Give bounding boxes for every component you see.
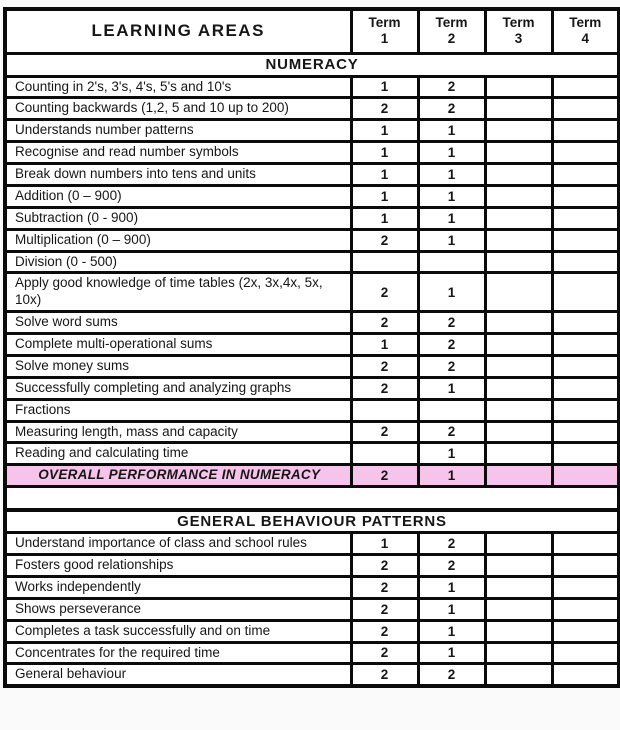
section-header-row-general-behaviour-patterns bbox=[5, 510, 619, 533]
term-1-score-cell: 2 bbox=[351, 377, 418, 399]
term-1-score-cell: 1 bbox=[351, 142, 418, 164]
row-label: Break down numbers into tens and units bbox=[5, 164, 351, 186]
summary-label: OVERALL PERFORMANCE IN NUMERACY bbox=[5, 465, 351, 487]
term-2-score-cell: 1 bbox=[418, 207, 485, 229]
table-row-counting-backwards-1-2-5-and-10-up-to-20 bbox=[5, 98, 619, 120]
table-row-division-0-500 bbox=[5, 251, 619, 273]
term-4-score-cell bbox=[552, 312, 619, 334]
term-1-score-cell: 2 bbox=[351, 664, 418, 686]
term-3-score-cell bbox=[485, 377, 552, 399]
term-2-score-cell: 2 bbox=[418, 664, 485, 686]
row-label: Works independently bbox=[5, 576, 351, 598]
term-2-header bbox=[418, 9, 485, 53]
row-label: Multiplication (0 – 900) bbox=[5, 229, 351, 251]
row-label: Measuring length, mass and capacity bbox=[5, 421, 351, 443]
term-1-score-cell: 2 bbox=[351, 355, 418, 377]
row-label: Shows perseverance bbox=[5, 598, 351, 620]
table-row-subtraction-0-900 bbox=[5, 207, 619, 229]
section-gap-row bbox=[5, 487, 619, 510]
term-3-score-cell bbox=[485, 620, 552, 642]
term-2-score-cell: 1 bbox=[418, 443, 485, 465]
row-label: Counting backwards (1,2, 5 and 10 up to 200) bbox=[5, 98, 351, 120]
term-2-score-cell: 1 bbox=[418, 576, 485, 598]
row-label: Solve word sums bbox=[5, 312, 351, 334]
row-label: Reading and calculating time bbox=[5, 443, 351, 465]
table-row-counting-in-2-s-3-s-4-s-5-s-and-10-s bbox=[5, 76, 619, 98]
row-label: Understand importance of class and school rules bbox=[5, 533, 351, 555]
table-row-multiplication-0-900 bbox=[5, 229, 619, 251]
term-4-score-cell bbox=[552, 120, 619, 142]
term-2-score-cell: 1 bbox=[418, 229, 485, 251]
term-4-score-cell bbox=[552, 207, 619, 229]
term-1-score-cell: 1 bbox=[351, 76, 418, 98]
term-1-score-cell: 2 bbox=[351, 465, 418, 487]
term-4-score-cell bbox=[552, 576, 619, 598]
term-1-score-cell: 2 bbox=[351, 312, 418, 334]
term-4-score-cell bbox=[552, 142, 619, 164]
term-3-score-cell bbox=[485, 251, 552, 273]
term-4-header bbox=[552, 9, 619, 53]
term-3-score-cell bbox=[485, 443, 552, 465]
term-3-score-cell bbox=[485, 185, 552, 207]
term-2-score-cell: 1 bbox=[418, 598, 485, 620]
row-label: Fosters good relationships bbox=[5, 555, 351, 577]
term-4-score-cell bbox=[552, 273, 619, 312]
term-2-score-cell: 1 bbox=[418, 377, 485, 399]
term-3-score-cell bbox=[485, 273, 552, 312]
term-4-score-cell bbox=[552, 533, 619, 555]
term-4-score-cell bbox=[552, 377, 619, 399]
term-3-score-cell bbox=[485, 576, 552, 598]
learning-areas-table bbox=[3, 7, 620, 688]
section-header-row-numeracy bbox=[5, 53, 619, 76]
term-4-score-cell bbox=[552, 355, 619, 377]
row-label: Recognise and read number symbols bbox=[5, 142, 351, 164]
table-row-works-independently bbox=[5, 576, 619, 598]
term-2-score-cell: 1 bbox=[418, 273, 485, 312]
term-4-score-cell bbox=[552, 164, 619, 186]
table-row-concentrates-for-the-required-time bbox=[5, 642, 619, 664]
term-1-score-cell: 2 bbox=[351, 421, 418, 443]
term-3-score-cell bbox=[485, 207, 552, 229]
term-1-score-cell: 1 bbox=[351, 533, 418, 555]
term-4-score-cell bbox=[552, 555, 619, 577]
term-3-score-cell bbox=[485, 164, 552, 186]
learning-areas-header: LEARNING AREAS bbox=[5, 9, 351, 53]
term-1-score-cell: 1 bbox=[351, 207, 418, 229]
row-label: Apply good knowledge of time tables (2x, 3x,4x, 5x, 10x) bbox=[5, 273, 351, 312]
term-4-score-cell bbox=[552, 443, 619, 465]
term-3-score-cell bbox=[485, 598, 552, 620]
term-3-score-cell bbox=[485, 664, 552, 686]
term-2-header-word: Term bbox=[435, 15, 468, 31]
term-3-score-cell bbox=[485, 642, 552, 664]
term-4-score-cell bbox=[552, 399, 619, 421]
term-2-score-cell: 2 bbox=[418, 334, 485, 356]
term-4-score-cell bbox=[552, 98, 619, 120]
term-2-score-cell: 1 bbox=[418, 120, 485, 142]
summary-row bbox=[5, 465, 619, 487]
row-label: Understands number patterns bbox=[5, 120, 351, 142]
term-4-score-cell bbox=[552, 229, 619, 251]
term-3-score-cell bbox=[485, 142, 552, 164]
term-2-score-cell: 1 bbox=[418, 620, 485, 642]
term-2-score-cell: 2 bbox=[418, 98, 485, 120]
term-1-score-cell bbox=[351, 443, 418, 465]
term-3-score-cell bbox=[485, 399, 552, 421]
term-2-score-cell: 1 bbox=[418, 164, 485, 186]
term-1-score-cell: 2 bbox=[351, 229, 418, 251]
table-row-general-behaviour bbox=[5, 664, 619, 686]
table-row-solve-word-sums bbox=[5, 312, 619, 334]
term-1-score-cell: 1 bbox=[351, 185, 418, 207]
row-label: Division (0 - 500) bbox=[5, 251, 351, 273]
row-label: Complete multi-operational sums bbox=[5, 334, 351, 356]
term-1-score-cell: 2 bbox=[351, 98, 418, 120]
term-1-score-cell bbox=[351, 399, 418, 421]
term-3-score-cell bbox=[485, 229, 552, 251]
table-row-measuring-length-mass-and-capacity bbox=[5, 421, 619, 443]
term-4-header-word: Term bbox=[569, 15, 602, 31]
table-row-recognise-and-read-number-symbols bbox=[5, 142, 619, 164]
section-title: NUMERACY bbox=[5, 53, 619, 76]
term-4-score-cell bbox=[552, 76, 619, 98]
term-3-header-number: 3 bbox=[514, 31, 523, 47]
table-row-successfully-completing-and-analyzing-gr bbox=[5, 377, 619, 399]
term-3-score-cell bbox=[485, 533, 552, 555]
term-2-score-cell: 2 bbox=[418, 312, 485, 334]
term-1-score-cell: 2 bbox=[351, 576, 418, 598]
row-label: Solve money sums bbox=[5, 355, 351, 377]
table-row-break-down-numbers-into-tens-and-units bbox=[5, 164, 619, 186]
row-label: Fractions bbox=[5, 399, 351, 421]
term-3-score-cell bbox=[485, 465, 552, 487]
row-label: General behaviour bbox=[5, 664, 351, 686]
table-row-reading-and-calculating-time bbox=[5, 443, 619, 465]
term-4-score-cell bbox=[552, 334, 619, 356]
table-row-understands-number-patterns bbox=[5, 120, 619, 142]
term-1-score-cell: 2 bbox=[351, 273, 418, 312]
term-1-header bbox=[351, 9, 418, 53]
term-1-score-cell: 2 bbox=[351, 555, 418, 577]
term-4-score-cell bbox=[552, 465, 619, 487]
term-2-score-cell: 2 bbox=[418, 76, 485, 98]
term-3-score-cell bbox=[485, 555, 552, 577]
term-4-score-cell bbox=[552, 642, 619, 664]
term-2-score-cell: 1 bbox=[418, 642, 485, 664]
term-4-score-cell bbox=[552, 421, 619, 443]
term-1-score-cell: 2 bbox=[351, 620, 418, 642]
term-1-score-cell bbox=[351, 251, 418, 273]
term-2-score-cell: 2 bbox=[418, 355, 485, 377]
term-1-score-cell: 2 bbox=[351, 642, 418, 664]
term-3-header bbox=[485, 9, 552, 53]
row-label: Counting in 2's, 3's, 4's, 5's and 10's bbox=[5, 76, 351, 98]
row-label: Subtraction (0 - 900) bbox=[5, 207, 351, 229]
term-2-score-cell: 2 bbox=[418, 421, 485, 443]
term-2-score-cell: 2 bbox=[418, 555, 485, 577]
term-2-score-cell: 1 bbox=[418, 185, 485, 207]
row-label: Concentrates for the required time bbox=[5, 642, 351, 664]
term-3-score-cell bbox=[485, 98, 552, 120]
term-1-score-cell: 1 bbox=[351, 334, 418, 356]
term-4-score-cell bbox=[552, 185, 619, 207]
row-label: Addition (0 – 900) bbox=[5, 185, 351, 207]
term-3-score-cell bbox=[485, 334, 552, 356]
table-row-shows-perseverance bbox=[5, 598, 619, 620]
term-4-score-cell bbox=[552, 664, 619, 686]
section-gap-cell bbox=[5, 487, 619, 510]
term-2-score-cell bbox=[418, 399, 485, 421]
term-2-score-cell: 1 bbox=[418, 142, 485, 164]
table-row-understand-importance-of-class-and-schoo bbox=[5, 533, 619, 555]
term-3-score-cell bbox=[485, 120, 552, 142]
section-title: GENERAL BEHAVIOUR PATTERNS bbox=[5, 510, 619, 533]
table-row-complete-multi-operational-sums bbox=[5, 334, 619, 356]
term-3-score-cell bbox=[485, 421, 552, 443]
term-3-score-cell bbox=[485, 312, 552, 334]
term-2-score-cell bbox=[418, 251, 485, 273]
table-row-fractions bbox=[5, 399, 619, 421]
term-3-score-cell bbox=[485, 355, 552, 377]
table-row-apply-good-knowledge-of-time-tables-2x-3 bbox=[5, 273, 619, 312]
row-label: Successfully completing and analyzing graphs bbox=[5, 377, 351, 399]
table-row-addition-0-900 bbox=[5, 185, 619, 207]
table-row-completes-a-task-successfully-and-on-tim bbox=[5, 620, 619, 642]
term-1-score-cell: 1 bbox=[351, 120, 418, 142]
term-1-score-cell: 1 bbox=[351, 164, 418, 186]
term-3-header-word: Term bbox=[502, 15, 535, 31]
term-1-header-number: 1 bbox=[380, 31, 389, 47]
term-2-score-cell: 2 bbox=[418, 533, 485, 555]
term-1-header-word: Term bbox=[368, 15, 401, 31]
term-4-score-cell bbox=[552, 598, 619, 620]
term-4-header-number: 4 bbox=[581, 31, 589, 47]
term-2-score-cell: 1 bbox=[418, 465, 485, 487]
term-4-score-cell bbox=[552, 251, 619, 273]
term-3-score-cell bbox=[485, 76, 552, 98]
table-row-solve-money-sums bbox=[5, 355, 619, 377]
row-label: Completes a task successfully and on time bbox=[5, 620, 351, 642]
term-2-header-number: 2 bbox=[447, 31, 456, 47]
term-1-score-cell: 2 bbox=[351, 598, 418, 620]
table-header-row bbox=[5, 9, 619, 53]
table-row-fosters-good-relationships bbox=[5, 555, 619, 577]
term-4-score-cell bbox=[552, 620, 619, 642]
